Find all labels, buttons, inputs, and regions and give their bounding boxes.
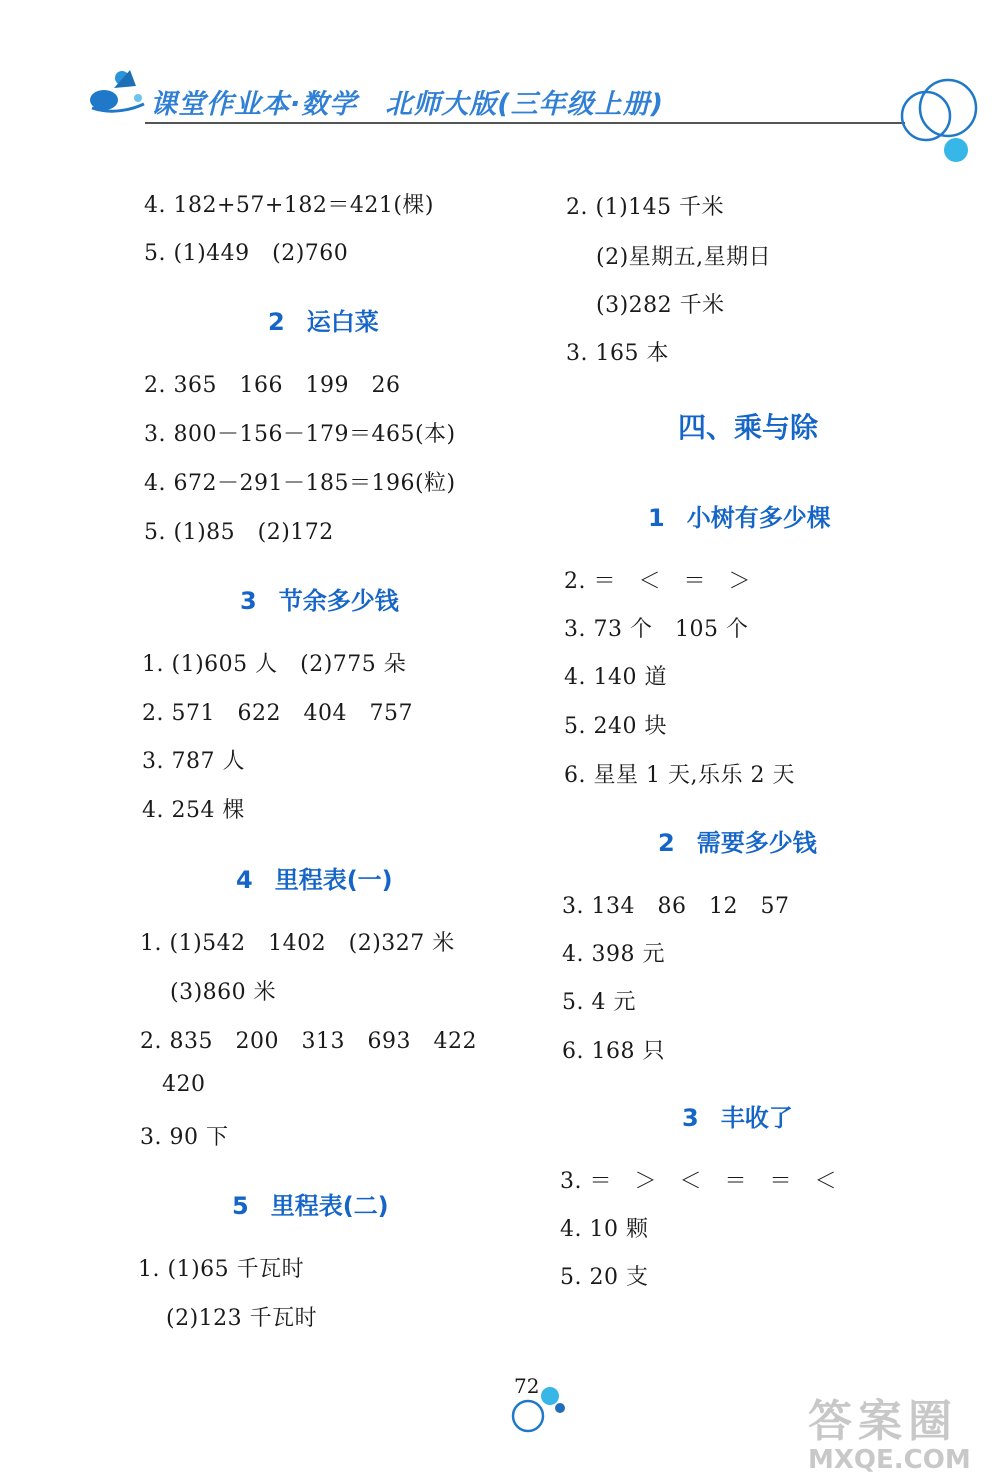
answer-line: 4. 254 棵	[142, 798, 245, 823]
answer-line: (2)星期五,星期日	[596, 245, 772, 270]
answer-line: 4. 140 道	[564, 665, 667, 690]
mascot-logo-icon	[82, 58, 152, 118]
header-divider	[145, 122, 905, 124]
header-circles-icon	[898, 68, 988, 168]
section-number: 3	[240, 587, 257, 615]
answer-line: 3. ＝ ＞ ＜ ＝ ＝ ＜	[560, 1169, 837, 1194]
answer-line: 5. 240 块	[564, 714, 667, 739]
section-heading	[682, 1098, 793, 1133]
chapter-heading: 四、乘与除	[678, 411, 819, 444]
footer-circles-icon	[508, 1384, 568, 1434]
answer-line: (3)860 米	[170, 980, 277, 1005]
header-title: 课堂作业本·数学 北师大版(三年级上册)	[150, 89, 664, 120]
section-title: 需要多少钱	[696, 829, 817, 857]
section-title: 里程表(二)	[270, 1192, 389, 1220]
section-heading	[648, 498, 831, 533]
answer-line: 1. (1)65 千瓦时	[138, 1257, 305, 1282]
answer-line: 3. 134 86 12 57	[562, 894, 790, 919]
section-title: 小树有多少棵	[686, 504, 831, 532]
answer-line: 5. (1)449 (2)760	[144, 241, 349, 266]
section-title: 节余多少钱	[278, 587, 399, 615]
section-title: 里程表(一)	[274, 866, 393, 894]
page-number: 72	[514, 1374, 540, 1398]
answer-line: 6. 168 只	[562, 1039, 665, 1064]
answer-line: 3. 800－156－179＝465(本)	[144, 422, 456, 447]
page-header	[0, 0, 1000, 170]
section-number: 3	[682, 1104, 699, 1132]
watermark-url: MXQE.COM	[808, 1445, 971, 1475]
answer-line: 4. 398 元	[562, 942, 665, 967]
answer-line: (2)123 千瓦时	[166, 1306, 318, 1331]
answer-line: 3. 73 个 105 个	[564, 617, 749, 642]
answer-line: 5. 4 元	[562, 990, 636, 1015]
answer-line: (3)282 千米	[596, 293, 725, 318]
section-heading	[268, 302, 379, 337]
section-number: 2	[658, 829, 675, 857]
answer-line: 4. 10 颗	[560, 1217, 649, 1242]
section-heading	[232, 1186, 389, 1221]
answer-line: 4. 672－291－185＝196(粒)	[144, 471, 456, 496]
answer-line: 2. 365 166 199 26	[144, 373, 401, 398]
section-number: 1	[648, 504, 665, 532]
watermark-text: 答案圈	[808, 1396, 958, 1447]
answer-line: 2. 835 200 313 693 422	[140, 1029, 477, 1054]
answer-line: 2. 571 622 404 757	[142, 701, 413, 726]
answer-line: 5. 20 支	[560, 1265, 649, 1290]
section-title: 运白菜	[306, 308, 379, 336]
section-number: 4	[236, 866, 253, 894]
section-title: 丰收了	[720, 1104, 793, 1132]
answer-line: 2. ＝ ＜ ＝ ＞	[564, 569, 751, 594]
section-heading	[240, 581, 399, 616]
answer-line: 4. 182+57+182＝421(棵)	[144, 193, 434, 218]
answer-line: 3. 165 本	[566, 341, 669, 366]
section-number: 5	[232, 1192, 249, 1220]
watermark	[808, 1385, 971, 1475]
section-heading	[236, 860, 393, 895]
answer-line: 3. 787 人	[142, 749, 245, 774]
answer-line: 6. 星星 1 天,乐乐 2 天	[564, 763, 795, 788]
answer-line: 1. (1)605 人 (2)775 朵	[142, 652, 407, 677]
section-number: 2	[268, 308, 285, 336]
answer-line: 2. (1)145 千米	[566, 195, 725, 220]
answer-line: 5. (1)85 (2)172	[144, 520, 334, 545]
answer-line: 1. (1)542 1402 (2)327 米	[140, 931, 455, 956]
answer-line: 420	[162, 1072, 206, 1097]
section-heading	[658, 823, 817, 858]
answer-line: 3. 90 下	[140, 1125, 229, 1150]
